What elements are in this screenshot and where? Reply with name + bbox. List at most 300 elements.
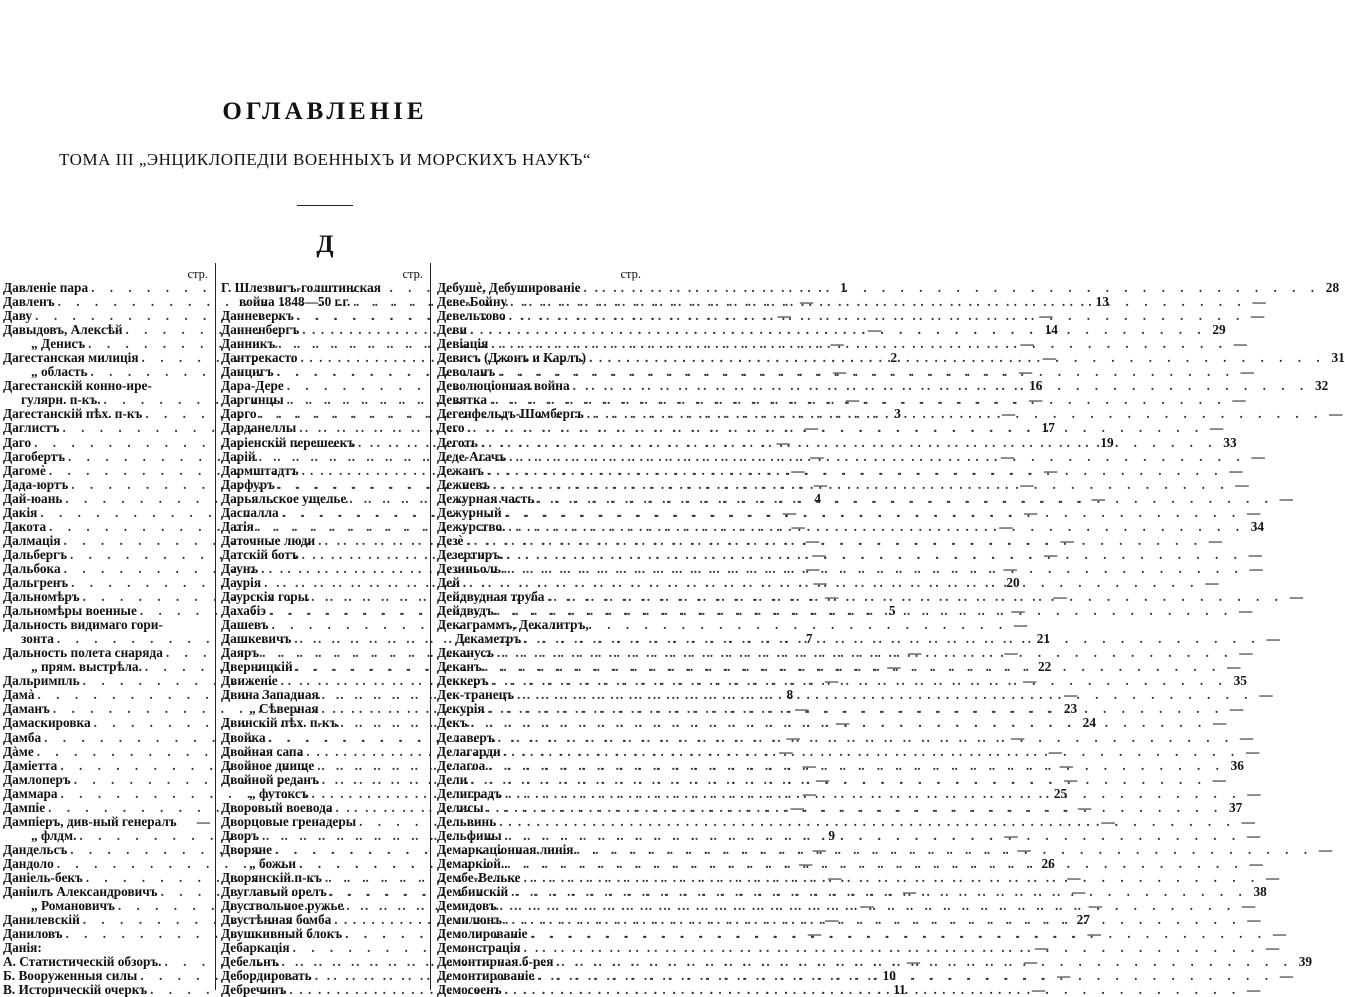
entry-page: — bbox=[1048, 743, 1062, 759]
entry-page: 8 bbox=[786, 687, 794, 703]
volume-subtitle: ТОМА III „ЭНЦИКЛОПЕДІИ ВОЕННЫХЪ И МОРСКИХЪ НАУКЪ“ bbox=[59, 150, 591, 169]
entry-page: — bbox=[1238, 603, 1253, 619]
entry-page: — bbox=[1318, 841, 1333, 857]
entry-page: — bbox=[795, 701, 809, 717]
entry-title: Датскій ботъ bbox=[221, 546, 299, 562]
entry-title: Дворяне bbox=[221, 841, 273, 857]
entry-page: 5 bbox=[888, 603, 896, 619]
entry-page: — bbox=[1017, 841, 1031, 857]
entry-title: Дальность видимаго гори- bbox=[3, 617, 163, 633]
entry-title: Дай-юань bbox=[3, 490, 63, 506]
entry-page: 4 bbox=[814, 490, 822, 506]
entry-page: — bbox=[906, 954, 921, 970]
entry-page: — bbox=[802, 785, 817, 801]
entry-page: — bbox=[1212, 715, 1227, 731]
entry-title: Деде-Агачъ bbox=[437, 448, 507, 464]
entry-page: — bbox=[1249, 855, 1263, 871]
index-entry bbox=[437, 940, 1280, 956]
entry-title: Дембе-Вельке bbox=[437, 869, 521, 885]
entry-page: — bbox=[1059, 757, 1073, 773]
entry-title: Даурія bbox=[221, 574, 262, 590]
entry-title: Дебельнъ bbox=[221, 954, 279, 970]
entry-title: Г. Шлезвигъ-голштинская bbox=[221, 280, 381, 295]
entry-page: — bbox=[805, 532, 820, 548]
entry-page: 39 bbox=[1298, 954, 1313, 970]
entry-title: Девисъ (Джонъ и Карлъ) bbox=[437, 350, 587, 366]
entry-page: — bbox=[1240, 364, 1254, 380]
dot-leader bbox=[505, 829, 1242, 843]
entry-title: Далмація bbox=[3, 532, 61, 548]
entry-title: В. Историческій очеркъ bbox=[3, 982, 148, 997]
entry-page: — bbox=[1067, 869, 1081, 885]
entry-page: — bbox=[1272, 926, 1287, 942]
entry-title: Даммара bbox=[3, 785, 58, 801]
index-entry bbox=[437, 504, 1261, 520]
entry-title: Дейдвудъ bbox=[437, 603, 494, 619]
entry-page: — bbox=[1246, 827, 1261, 843]
entry-title: Дамлоперъ bbox=[3, 771, 71, 787]
dot-leader bbox=[488, 702, 1225, 716]
entry-title: Даріенскій перешеекъ bbox=[221, 434, 355, 450]
entry-title: Дампіе bbox=[3, 799, 46, 815]
entry-title: Дагестанская милиція bbox=[3, 350, 139, 366]
dot-leader bbox=[493, 478, 1230, 492]
entry-page: — bbox=[1022, 673, 1037, 689]
entry-page: 37 bbox=[1228, 799, 1243, 815]
index-entry bbox=[437, 350, 1345, 366]
entry-page: 31 bbox=[1331, 350, 1345, 366]
entry-page: — bbox=[813, 574, 827, 590]
entry-page: — bbox=[1060, 532, 1074, 548]
entry-title: Даунъ bbox=[221, 560, 259, 576]
index-entry bbox=[437, 645, 1253, 661]
entry-page: — bbox=[776, 434, 790, 450]
entry-page: — bbox=[1259, 687, 1273, 703]
entry-title: Дембинскій bbox=[437, 884, 509, 900]
entry-title: Дели bbox=[437, 771, 468, 787]
entry-title: Даманъ bbox=[3, 701, 50, 717]
entry-title: Дворовый воевода bbox=[221, 799, 333, 815]
entry-title: Данневеркъ bbox=[221, 308, 294, 324]
entry-title: Девятка bbox=[437, 392, 488, 408]
entry-page: 28 bbox=[1325, 280, 1340, 295]
entry-page: 7 bbox=[805, 631, 813, 647]
entry-title: „ футоксъ bbox=[249, 785, 309, 801]
entry-title: Демаркіой. bbox=[437, 855, 505, 871]
entry-page: 20 bbox=[1006, 574, 1020, 590]
entry-page: — bbox=[860, 898, 874, 914]
dot-leader bbox=[506, 548, 1243, 562]
dot-leader bbox=[587, 407, 1324, 421]
entry-title: Дек-транецъ bbox=[437, 687, 515, 703]
dot-leader bbox=[468, 421, 1205, 435]
index-entry bbox=[437, 841, 1333, 857]
entry-page: 17 bbox=[1041, 420, 1055, 436]
dot-leader bbox=[485, 660, 1222, 674]
index-entry bbox=[437, 336, 1247, 352]
entry-title: Деве-Бойну bbox=[437, 294, 508, 310]
entry-page: — bbox=[813, 476, 827, 492]
dot-leader bbox=[491, 674, 1228, 688]
entry-page: — bbox=[1023, 954, 1038, 970]
entry-title: Дальбергъ bbox=[3, 546, 67, 562]
entry-page: — bbox=[1028, 392, 1043, 408]
entry-page: — bbox=[1013, 617, 1028, 633]
entry-title: Дакота bbox=[3, 518, 47, 534]
entry-title: Дезиньоль. bbox=[437, 560, 505, 576]
entry-title: Дворцовые гренадеры bbox=[221, 813, 357, 829]
dot-leader bbox=[491, 337, 1228, 351]
entry-title: Даяръ bbox=[221, 645, 260, 661]
entry-page: — bbox=[1329, 406, 1343, 422]
entry-title: Дантрекасто bbox=[221, 350, 298, 366]
entry-title: Двойное днище bbox=[221, 757, 315, 773]
index-entry bbox=[437, 364, 1254, 380]
entry-title: Дальримпль bbox=[3, 673, 80, 689]
entry-title: Делисы bbox=[437, 799, 484, 815]
entry-title: Девіація bbox=[437, 336, 489, 352]
entry-title: гулярн. п-къ. bbox=[21, 392, 101, 408]
entry-title: Дейдвудная труба bbox=[437, 589, 545, 605]
entry-page: — bbox=[196, 813, 210, 829]
entry-title: А. Статистическій обзоръ. bbox=[3, 954, 162, 970]
page-column-label: стр. bbox=[187, 267, 208, 281]
entry-title: Дезѐ bbox=[437, 532, 464, 548]
entry-page: — bbox=[1241, 813, 1255, 829]
dot-leader bbox=[524, 871, 1261, 885]
entry-title: Дальбока bbox=[3, 560, 61, 576]
entry-title: Даточные люди bbox=[221, 532, 316, 548]
dot-leader bbox=[466, 534, 1203, 548]
entry-title: Деготь bbox=[437, 434, 478, 450]
entry-page: — bbox=[1031, 982, 1046, 997]
entry-page: — bbox=[1247, 785, 1261, 801]
entry-title: Даго bbox=[3, 434, 32, 450]
dot-leader bbox=[589, 351, 1326, 365]
dot-leader bbox=[490, 393, 1227, 407]
dot-leader bbox=[524, 941, 1261, 955]
entry-page: 36 bbox=[1230, 757, 1244, 773]
entry-title: Дампіеръ, див-ный генералъ bbox=[3, 813, 177, 829]
entry-title: Демонтированіе bbox=[437, 968, 535, 984]
entry-title: Данникъ bbox=[221, 336, 276, 352]
index-entry bbox=[3, 941, 210, 955]
entry-title: Давленъ bbox=[3, 294, 55, 310]
entry-title: Дежанъ bbox=[437, 462, 484, 478]
entry-page: — bbox=[1043, 546, 1058, 562]
entry-title: „ Романовичъ bbox=[31, 898, 115, 914]
dot-leader bbox=[498, 365, 1235, 379]
entry-title: Дандоло bbox=[3, 855, 54, 871]
entry-page: — bbox=[1101, 813, 1115, 829]
entry-title: Дворъ bbox=[221, 827, 260, 843]
entry-title: Дежневъ bbox=[437, 476, 491, 492]
entry-title: „ область bbox=[31, 364, 88, 380]
entry-page: — bbox=[902, 884, 917, 900]
entry-page: — bbox=[1039, 308, 1053, 324]
entry-title: Декъ bbox=[437, 715, 468, 731]
entry-page: — bbox=[1251, 448, 1265, 464]
dot-leader bbox=[471, 716, 1208, 730]
entry-page: 38 bbox=[1253, 884, 1267, 900]
entry-title: Дежурство. bbox=[437, 518, 506, 534]
entry-page: — bbox=[805, 560, 820, 576]
index-entry bbox=[437, 603, 1253, 619]
entry-page: 10 bbox=[882, 968, 896, 984]
entry-page: — bbox=[786, 729, 800, 745]
dot-leader bbox=[505, 913, 1242, 927]
entry-title: Дармштадтъ bbox=[221, 462, 299, 478]
entry-title: Дебречинъ bbox=[221, 982, 287, 997]
entry-page: — bbox=[1227, 659, 1241, 675]
entry-page: — bbox=[824, 589, 839, 605]
entry-title: Деволанъ bbox=[437, 364, 496, 380]
index-entry bbox=[437, 462, 1243, 478]
entry-title: Двойной реданъ bbox=[221, 771, 319, 787]
entry-title: „ Сѣверная bbox=[249, 701, 319, 717]
entry-page: 3 bbox=[894, 406, 901, 422]
entry-page: — bbox=[779, 743, 793, 759]
index-entry bbox=[437, 729, 1254, 745]
entry-page: — bbox=[1208, 532, 1223, 548]
dot-leader bbox=[507, 562, 1244, 576]
index-entry bbox=[437, 771, 1226, 787]
dot-leader bbox=[537, 969, 1274, 983]
entry-title: Делиградъ bbox=[437, 785, 502, 801]
entry-page: — bbox=[1251, 308, 1265, 324]
entry-title: Дагомѐ bbox=[3, 462, 46, 478]
entry-page: — bbox=[1265, 869, 1280, 885]
entry-page: — bbox=[1088, 898, 1103, 914]
entry-title: война 1848—50 г.г. bbox=[239, 294, 351, 310]
entry-title: Демидовъ bbox=[437, 898, 497, 914]
entry-title: Дворянскій п-къ bbox=[221, 869, 322, 885]
dot-leader bbox=[537, 492, 1274, 506]
index-entry bbox=[437, 490, 1293, 506]
entry-page: — bbox=[825, 673, 839, 689]
entry-page: — bbox=[1004, 827, 1018, 843]
index-entry bbox=[437, 392, 1246, 408]
entry-page: — bbox=[1232, 392, 1246, 408]
entry-title: Дежурная часть bbox=[437, 490, 535, 506]
entry-title: Деккеръ bbox=[437, 673, 489, 689]
entry-title: Дамаскировка bbox=[3, 715, 91, 731]
dot-leader bbox=[500, 899, 1237, 913]
entry-title: Дальгренъ bbox=[3, 574, 69, 590]
entry-page: 35 bbox=[1233, 673, 1247, 689]
entry-title: Данилевскій bbox=[3, 912, 80, 928]
entry-page: — bbox=[1239, 645, 1253, 661]
entry-page: 25 bbox=[1053, 785, 1068, 801]
entry-page: — bbox=[867, 322, 882, 338]
entry-page: — bbox=[802, 757, 816, 773]
entry-page: — bbox=[782, 504, 796, 520]
entry-page: — bbox=[1235, 476, 1249, 492]
page-column-label: стр. bbox=[402, 267, 423, 281]
entry-title: Декурія bbox=[437, 701, 485, 717]
entry-page: 14 bbox=[1044, 322, 1058, 338]
entry-page: — bbox=[1246, 504, 1261, 520]
entry-title: Дебушѐ, Дебушированіе bbox=[437, 280, 581, 295]
entry-title: Деви bbox=[437, 322, 468, 338]
entry-title: Даргинцы bbox=[221, 392, 284, 408]
index-entry bbox=[437, 884, 1267, 900]
entry-page: 22 bbox=[1037, 659, 1052, 675]
entry-page: — bbox=[1266, 631, 1280, 647]
entry-page: — bbox=[887, 659, 901, 675]
entry-title: Даглистъ bbox=[3, 420, 60, 436]
index-entry bbox=[437, 898, 1256, 914]
entry-title: Двойка bbox=[221, 729, 266, 745]
entry-title: Делагоа bbox=[437, 757, 486, 773]
entry-page: 2 bbox=[890, 350, 898, 366]
dot-leader bbox=[573, 379, 1310, 393]
entry-title: Двойная сапа bbox=[221, 743, 304, 759]
entry-page: — bbox=[832, 364, 847, 380]
entry-page: 29 bbox=[1212, 322, 1226, 338]
index-entry bbox=[437, 827, 1261, 843]
entry-page: — bbox=[1233, 336, 1247, 352]
entry-page: — bbox=[830, 336, 844, 352]
dot-leader bbox=[531, 927, 1268, 941]
entry-title: Двинскій пѣх. п-къ bbox=[221, 715, 338, 731]
entry-title: Дагестанскій конно-ире- bbox=[3, 378, 152, 394]
dot-leader bbox=[505, 787, 1242, 801]
entry-title: Дарданеллы bbox=[221, 420, 297, 436]
dot-leader bbox=[507, 857, 1244, 871]
entry-title: Даніель-бекъ bbox=[3, 869, 83, 885]
entry-title: Дей bbox=[437, 574, 460, 590]
entry-page: — bbox=[1239, 729, 1254, 745]
index-entry bbox=[437, 954, 1313, 970]
entry-title: Дежурный bbox=[437, 504, 502, 520]
entry-page: — bbox=[825, 912, 839, 928]
entry-page: — bbox=[1209, 420, 1224, 436]
page-column-label: стр. bbox=[620, 267, 641, 281]
index-entry bbox=[3, 815, 210, 829]
entry-page: — bbox=[908, 645, 922, 661]
entry-page: 21 bbox=[1036, 631, 1050, 647]
dot-leader bbox=[498, 731, 1235, 745]
entry-title: Двушкивный блокъ bbox=[221, 926, 343, 942]
entry-page: 34 bbox=[1250, 518, 1265, 534]
entry-title: Дакія bbox=[3, 504, 38, 520]
entry-page: — bbox=[828, 869, 842, 885]
dot-leader bbox=[463, 576, 1200, 590]
dot-leader bbox=[497, 646, 1234, 660]
entry-page: — bbox=[835, 715, 850, 731]
entry-title: Даніилъ Александровичъ bbox=[3, 884, 158, 900]
entry-title: Дашевъ bbox=[221, 617, 269, 633]
entry-title: Дальномѣры военные bbox=[3, 603, 137, 619]
entry-page: — bbox=[1241, 898, 1256, 914]
entry-page: 32 bbox=[1314, 378, 1329, 394]
entry-page: — bbox=[791, 518, 805, 534]
entry-title: Дагобертъ bbox=[3, 448, 66, 464]
entry-title: Даниловъ bbox=[3, 926, 63, 942]
entry-page: 9 bbox=[828, 827, 836, 843]
dot-leader bbox=[577, 843, 1314, 857]
entry-title: Движеніе bbox=[221, 673, 278, 689]
entry-page: — bbox=[845, 392, 860, 408]
entry-page: 27 bbox=[1076, 912, 1090, 928]
entry-page: 11 bbox=[893, 982, 906, 997]
entry-page: 19 bbox=[1100, 434, 1114, 450]
index-entry bbox=[437, 560, 1263, 576]
entry-page: — bbox=[807, 926, 822, 942]
dot-leader bbox=[470, 773, 1207, 787]
entry-title: Дарій bbox=[221, 448, 256, 464]
dot-leader bbox=[487, 464, 1224, 478]
index-entry bbox=[437, 799, 1243, 815]
dot-leader bbox=[497, 604, 1234, 618]
entry-title: Демолированіе bbox=[437, 926, 528, 942]
entry-page: — bbox=[791, 462, 805, 478]
entry-title: Дара-Дере bbox=[221, 378, 284, 394]
entry-title: Дахабіэ bbox=[221, 603, 267, 619]
entry-page: — bbox=[1087, 926, 1101, 942]
index-entry bbox=[437, 518, 1265, 534]
entry-page: — bbox=[799, 855, 813, 871]
entry-title: Даміетта bbox=[3, 757, 58, 773]
index-entry bbox=[437, 743, 1260, 759]
dot-leader bbox=[547, 590, 1284, 604]
dot-leader bbox=[505, 983, 1242, 997]
entry-page: — bbox=[799, 294, 814, 310]
entry-title: Давыдовъ, Алексѣй bbox=[3, 322, 123, 338]
entry-title: Двина Западная bbox=[221, 687, 319, 703]
entry-title: Дезертиръ. bbox=[437, 546, 504, 562]
entry-page: — bbox=[1212, 771, 1226, 787]
entry-title: Даспалла bbox=[221, 504, 279, 520]
entry-page: 1 bbox=[840, 280, 847, 295]
entry-title: Деканусъ bbox=[437, 645, 494, 661]
entry-page: — bbox=[1053, 589, 1067, 605]
entry-page: — bbox=[1057, 968, 1071, 984]
dot-leader bbox=[509, 309, 1246, 323]
entry-title: Данія: bbox=[3, 940, 42, 956]
dot-leader bbox=[583, 281, 1320, 295]
entry-page: — bbox=[1077, 799, 1092, 815]
index-entry bbox=[3, 379, 210, 393]
entry-title: Делагарди bbox=[437, 743, 501, 759]
entry-title: Дегенфельдъ-Шомбергъ bbox=[437, 406, 584, 422]
dot-leader bbox=[508, 520, 1245, 534]
entry-title: Декаметръ bbox=[455, 631, 522, 647]
entry-page: 26 bbox=[1041, 855, 1055, 871]
entry-page: — bbox=[1289, 589, 1303, 605]
entry-title: „ Денисъ bbox=[31, 336, 86, 352]
entry-page: — bbox=[999, 518, 1013, 534]
dot-leader bbox=[488, 759, 1225, 773]
entry-page: — bbox=[812, 546, 826, 562]
index-entry bbox=[437, 532, 1223, 548]
entry-page: — bbox=[1248, 546, 1262, 562]
entry-title: Дамà bbox=[3, 687, 35, 703]
entry-title: Даурскія горы bbox=[221, 589, 309, 605]
entry-title: Дельфины bbox=[437, 827, 502, 843]
entry-page: 33 bbox=[1223, 434, 1237, 450]
index-entry bbox=[437, 546, 1262, 562]
entry-page: — bbox=[1000, 448, 1015, 464]
entry-page: — bbox=[1018, 364, 1033, 380]
entry-page: — bbox=[1024, 504, 1038, 520]
entry-title: Демаркаціонная линія bbox=[437, 841, 574, 857]
entry-page: — bbox=[816, 771, 830, 787]
index-entry bbox=[437, 476, 1249, 492]
index-entry bbox=[437, 757, 1244, 773]
entry-title: Дего bbox=[437, 420, 465, 436]
